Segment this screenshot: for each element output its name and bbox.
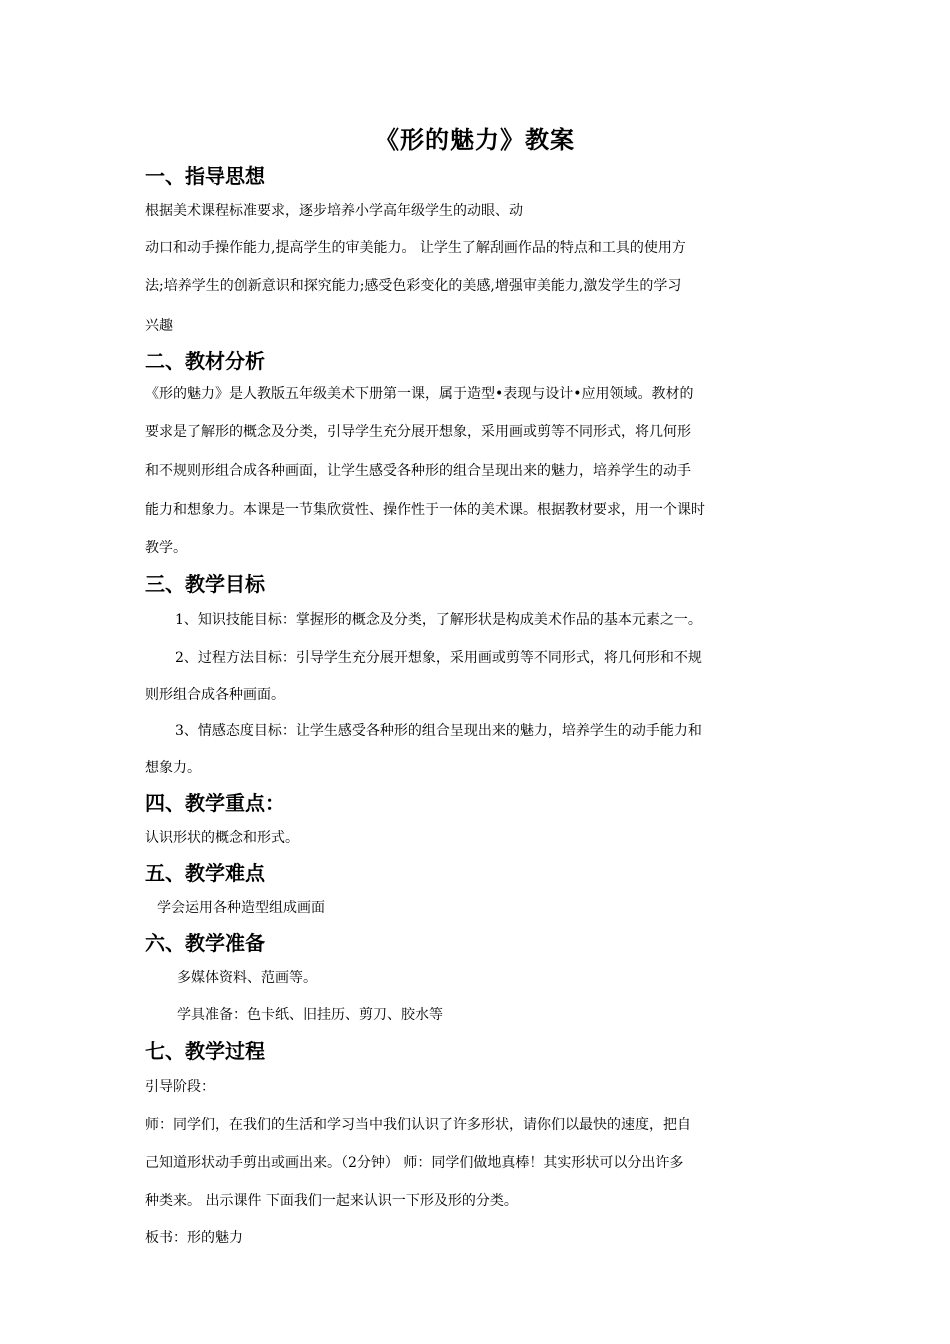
key-point-text: 认识形状的概念和形式。	[145, 830, 299, 846]
process-intro: 引导阶段：	[145, 1079, 215, 1095]
paragraph-line: 《形的魅力》是人教版五年级美术下册第一课，属于造型•表现与设计•应用领域。教材的	[145, 386, 694, 402]
paragraph-line: 根据美术课程标准要求，逐步培养小学高年级学生的动眼、动	[145, 203, 523, 219]
section-heading-guiding-thought: 一、指导思想	[145, 164, 265, 188]
goal-emotion-line1: 3、情感态度目标：让学生感受各种形的组合呈现出来的魅力，培养学生的动手能力和	[175, 723, 702, 739]
paragraph-line: 教学。	[145, 540, 187, 556]
section-heading-preparation: 六、教学准备	[145, 931, 265, 955]
paragraph-line: 种类来。 出示课件 下面我们一起来认识一下形及形的分类。	[145, 1193, 518, 1209]
board-writing: 板书：形的魅力	[145, 1230, 243, 1246]
paragraph-line: 师：同学们，在我们的生活和学习当中我们认识了许多形状，请你们以最快的速度，把自	[145, 1117, 691, 1133]
paragraph-line: 动口和动手操作能力,提高学生的审美能力。 让学生了解刮画作品的特点和工具的使用方	[145, 240, 686, 256]
goal-process-line2: 则形组合成各种画面。	[145, 687, 285, 703]
section-heading-material-analysis: 二、教材分析	[145, 349, 265, 373]
section-heading-difficulties: 五、教学难点	[145, 861, 265, 885]
goal-knowledge: 1、知识技能目标：掌握形的概念及分类，了解形状是构成美术作品的基本元素之一。	[175, 612, 702, 628]
preparation-student-tools: 学具准备：色卡纸、旧挂历、剪刀、胶水等	[177, 1007, 443, 1023]
paragraph-line: 己知道形状动手剪出或画出来。（2分钟） 师：同学们做地真棒！其实形状可以分出许多	[145, 1155, 684, 1171]
section-heading-process: 七、教学过程	[145, 1039, 265, 1063]
section-heading-teaching-goals: 三、教学目标	[145, 572, 265, 596]
document-body	[145, 160, 810, 1256]
section-heading-key-points: 四、教学重点：	[145, 791, 285, 815]
paragraph-line: 兴趣	[145, 318, 173, 334]
paragraph-line: 能力和想象力。本课是一节集欣赏性、操作性于一体的美术课。根据教材要求，用一个课时	[145, 502, 705, 518]
goal-process-line1: 2、过程方法目标：引导学生充分展开想象，采用画或剪等不同形式，将几何形和不规	[175, 650, 702, 666]
paragraph-line: 要求是了解形的概念及分类，引导学生充分展开想象，采用画或剪等不同形式，将几何形	[145, 424, 691, 440]
paragraph-line: 法;培养学生的创新意识和探究能力;感受色彩变化的美感,增强审美能力,激发学生的学习	[145, 278, 682, 294]
paragraph-line: 和不规则形组合成各种画面，让学生感受各种形的组合呈现出来的魅力，培养学生的动手	[145, 463, 691, 479]
difficulty-text: 学会运用各种造型组成画面	[157, 900, 325, 916]
document-title: 《形的魅力》教案	[375, 126, 575, 154]
preparation-materials: 多媒体资料、范画等。	[177, 970, 317, 986]
goal-emotion-line2: 想象力。	[145, 760, 201, 776]
